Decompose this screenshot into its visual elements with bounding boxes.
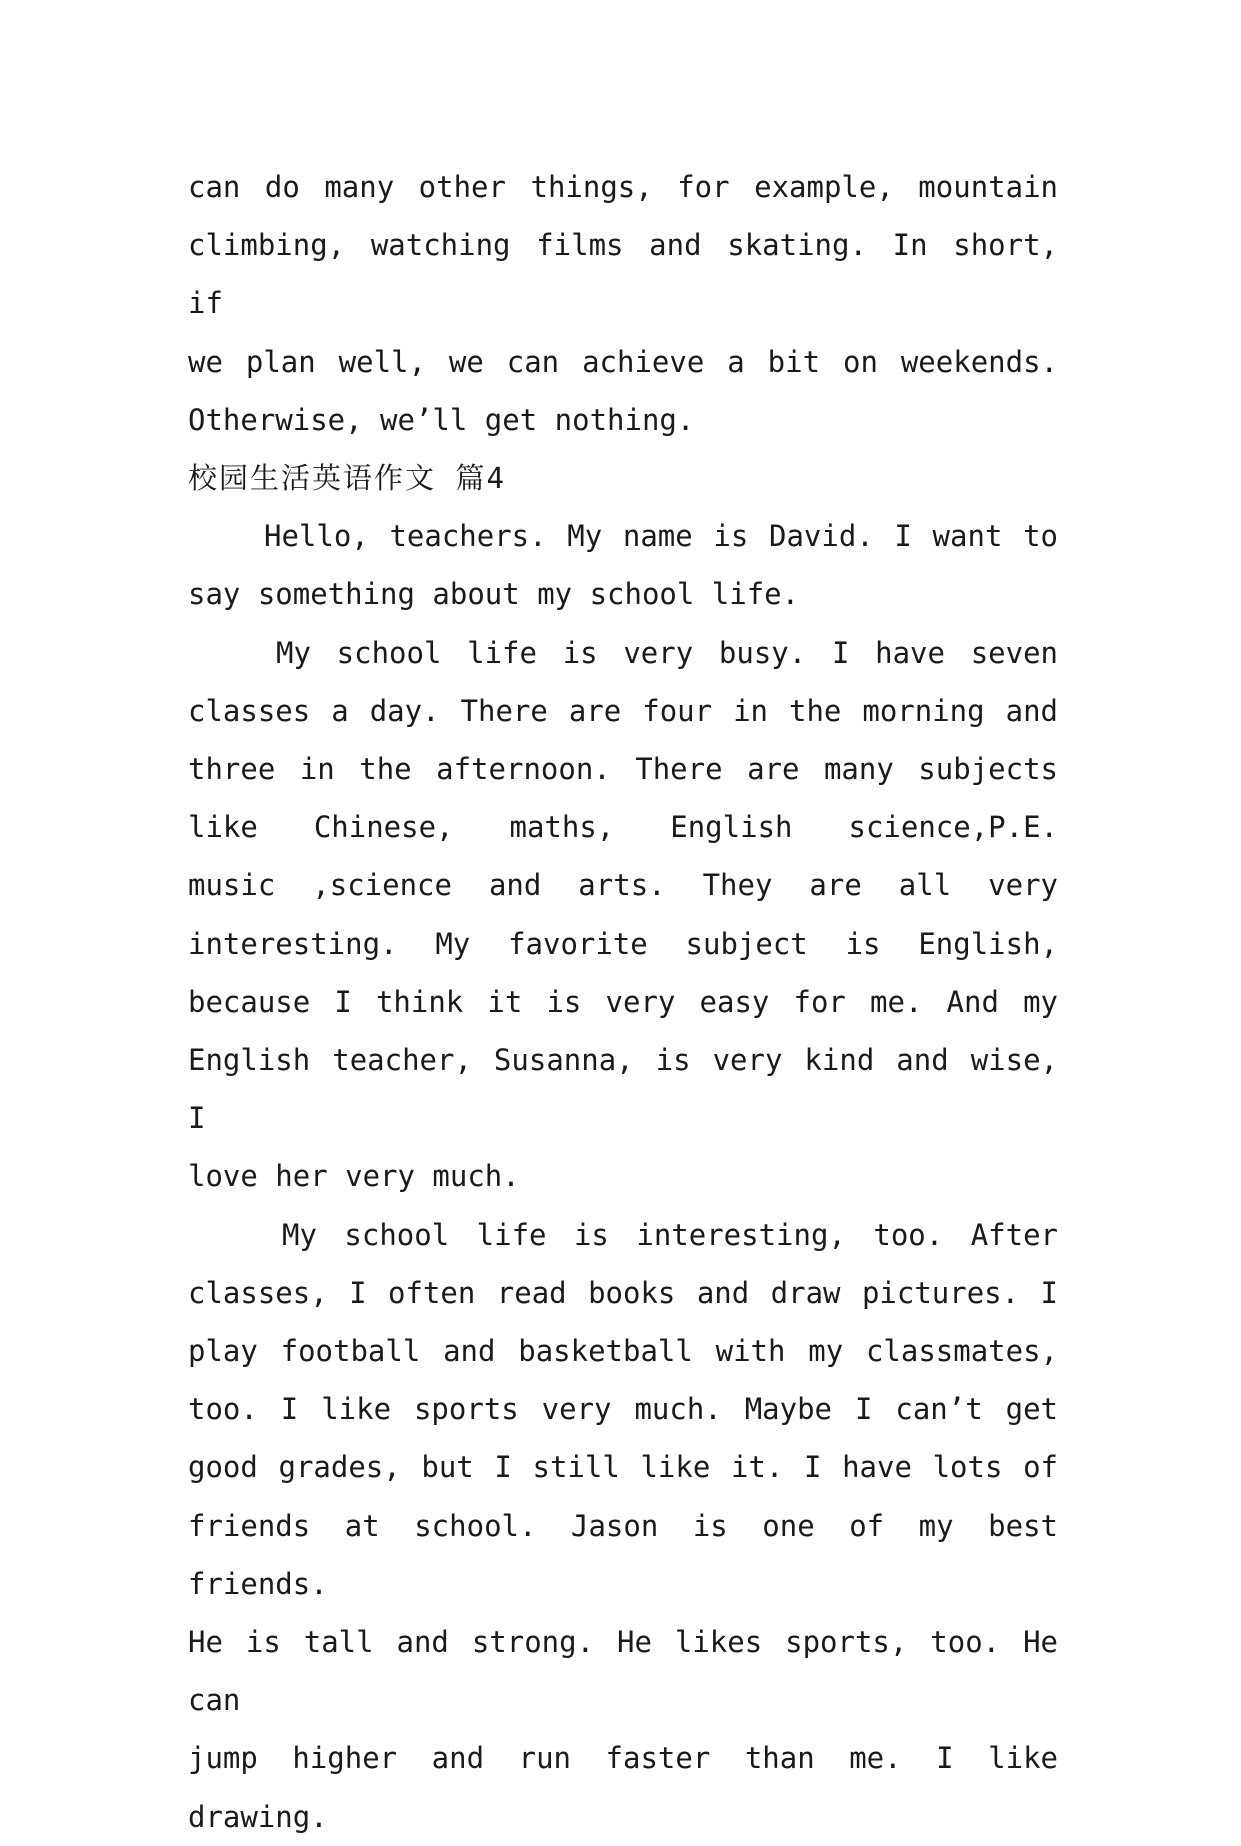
text-line: we plan well, we can achieve a bit on weekends.: [188, 344, 1058, 379]
text-line: music ,science and arts. They are all very: [188, 868, 1058, 903]
text-line: classes a day. There are four in the morning and: [188, 693, 1058, 728]
document-body: [188, 158, 1058, 1846]
text-line: can do many other things, for example, mountain: [188, 170, 1058, 204]
text-line: jump higher and run faster than me. I like drawing.: [188, 1741, 1058, 1834]
text-line: too. I like sports very much. Maybe I can’t get: [188, 1392, 1058, 1427]
text-line: love her very much.: [188, 1159, 520, 1194]
text-line: My school life is interesting, too. After: [282, 1217, 1058, 1252]
text-line: interesting. My favorite subject is English,: [188, 926, 1058, 961]
text-line: three in the afternoon. There are many subjects: [188, 752, 1058, 787]
text-line: say something about my school life.: [188, 577, 800, 612]
paragraph-interesting: [188, 1206, 1058, 1846]
text-line: good grades, but I still like it. I have lots of: [188, 1450, 1058, 1485]
paragraph-continuation: [188, 158, 1058, 449]
text-line: like Chinese, maths, English science,P.E.: [188, 810, 1058, 845]
text-line: Otherwise, we’ll get nothing.: [188, 402, 695, 437]
text-line: English teacher, Susanna, is very kind and wise, I: [188, 1043, 1058, 1136]
text-line: friends at school. Jason is one of my best friends.: [188, 1508, 1058, 1601]
text-line: classes, I often read books and draw pictures. I: [188, 1275, 1058, 1310]
section-heading: 校园生活英语作文 篇4: [188, 461, 506, 496]
paragraph-busy: [188, 624, 1058, 1206]
text-line: play football and basketball with my classmates,: [188, 1334, 1058, 1369]
text-line: My school life is very busy. I have seven: [276, 635, 1058, 670]
text-line: He is tall and strong. He likes sports, too. He can: [188, 1625, 1058, 1718]
text-line: Hello, teachers. My name is David. I want to: [264, 519, 1058, 554]
text-line: climbing, watching films and skating. In short, if: [188, 228, 1058, 321]
text-line: because I think it is very easy for me. And my: [188, 984, 1058, 1019]
paragraph-intro: [188, 507, 1058, 623]
